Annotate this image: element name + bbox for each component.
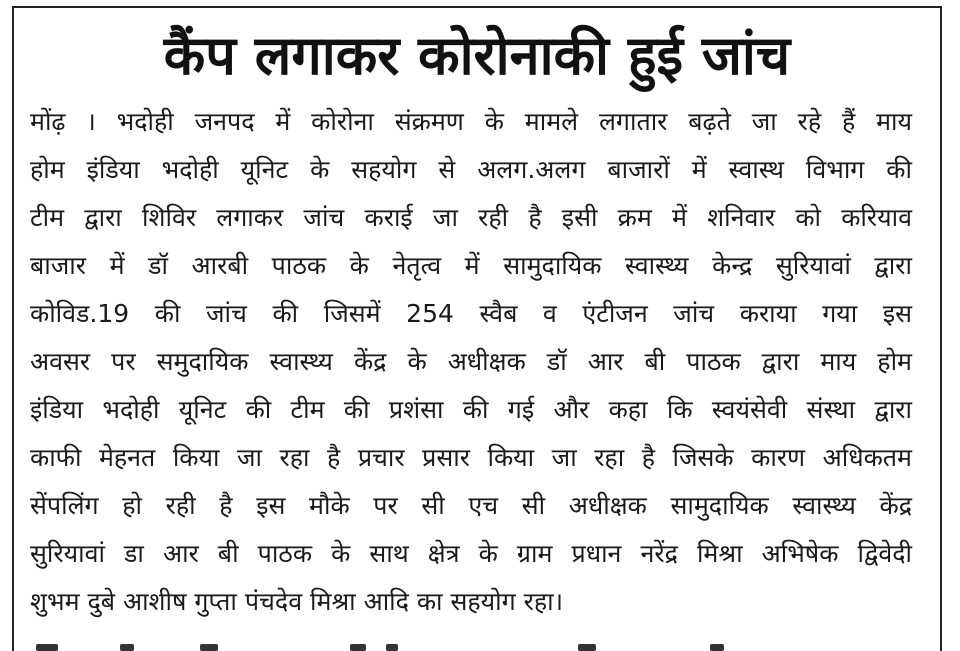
clipping-border-left [12, 6, 14, 651]
article-body [30, 98, 912, 626]
cut-off-glyph [350, 644, 366, 651]
article-line: टीम द्वारा शिविर लगाकर जांच कराई जा रही है इसी क्रम में शनिवार को करियाव [30, 203, 912, 232]
cut-off-glyph [200, 644, 218, 651]
clipping-border-right [940, 6, 942, 651]
article-line: होम इंडिया भदोही यूनिट के सहयोग से अलग.अलग बाजारों में स्वास्थ विभाग की [30, 155, 912, 184]
article-line: कोविड.19 की जांच की जिसमें 254 स्वैब व एंटीजन जांच कराया गया इस [30, 299, 912, 328]
article-line: सुरियावां डा आर बी पाठक के साथ क्षेत्र के ग्राम प्रधान नरेंद्र मिश्रा अभिषेक द्विवेदी [30, 539, 912, 568]
article-line: काफी मेहनत किया जा रहा है प्रचार प्रसार किया जा रहा है जिसके कारण अधिकतम [30, 443, 912, 472]
next-article-cut-off-text [30, 640, 912, 651]
article-line: अवसर पर समुदायिक स्वास्थ्य केंद्र के अधीक्षक डॉ आर बी पाठक द्वारा माय होम [30, 347, 912, 376]
cut-off-glyph [710, 644, 724, 651]
cut-off-glyph [578, 644, 596, 651]
cut-off-glyph [120, 644, 134, 651]
article-line: बाजार में डॉ आरबी पाठक के नेतृत्व में सामुदायिक स्वास्थ्य केन्द्र सुरियावां द्वारा [30, 251, 912, 280]
article-line: इंडिया भदोही यूनिट की टीम की प्रशंसा की गई और कहा कि स्वयंसेवी संस्था द्वारा [30, 395, 912, 424]
article-line: सेंपलिंग हो रही है इस मौके पर सी एच सी अधीक्षक सामुदायिक स्वास्थ्य केंद्र [30, 491, 912, 520]
article-headline: कैंप लगाकर कोरोनाकी हुई जांच [163, 24, 791, 87]
clipping-border-top [12, 6, 942, 8]
article-line-last: शुभम दुबे आशीष गुप्ता पंचदेव मिश्रा आदि का सहयोग रहा। [30, 587, 564, 616]
cut-off-glyph [386, 644, 398, 651]
cut-off-glyph [36, 644, 58, 651]
article-line: मोंढ़ । भदोही जनपद में कोरोना संक्रमण के मामले लगातार बढ़ते जा रहे हैं माय [30, 107, 912, 136]
